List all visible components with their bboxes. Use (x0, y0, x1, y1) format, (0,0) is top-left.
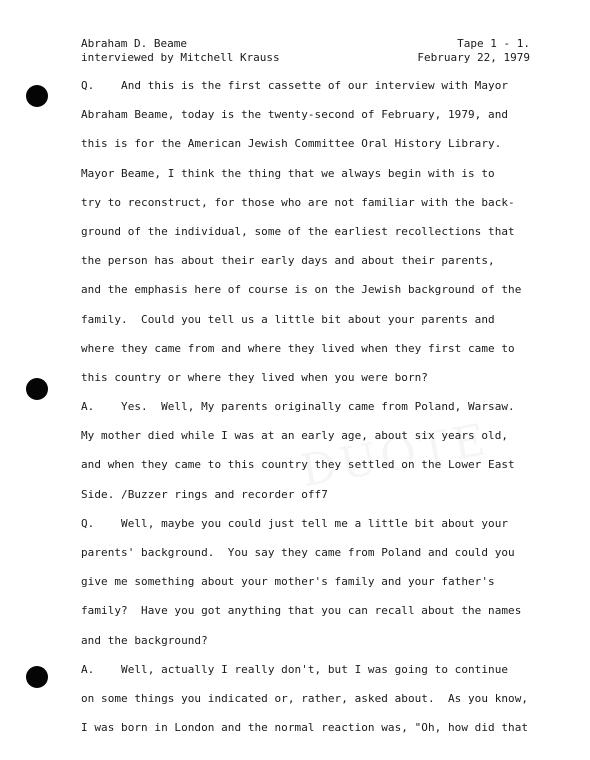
tape-label: Tape 1 - 1. (457, 37, 530, 50)
transcript-line: this country or where they lived when you were born? (81, 370, 428, 384)
page-header (81, 37, 530, 65)
transcript-line: Q. Well, maybe you could just tell me a little bit about your (81, 516, 509, 530)
punch-hole-bottom (26, 666, 48, 688)
transcript-line: Abraham Beame, today is the twenty-second of February, 1979, and (81, 108, 509, 122)
punch-hole-middle (26, 378, 48, 400)
transcript-line: parents' background. You say they came from Poland and could you (81, 546, 515, 559)
transcript-line: the person has about their early days and about their parents, (81, 254, 495, 268)
transcript-line: family. Could you tell us a little bit about your parents and (81, 312, 495, 326)
transcript-line: Q. And this is the first cassette of our interview with Mayor (81, 79, 509, 92)
transcript-line: A. Yes. Well, My parents originally came from Poland, Warsaw. (81, 400, 515, 414)
interview-date: February 22, 1979 (417, 51, 530, 64)
transcript-line: and the emphasis here of course is on the Jewish background of the (81, 283, 522, 297)
transcript-line: Mayor Beame, I think the thing that we always begin with is to (81, 166, 495, 180)
transcript-line: and the background? (81, 633, 208, 647)
transcript-line: ground of the individual, some of the earliest recollections that (81, 224, 515, 238)
transcript-line: give me something about your mother's family and your father's (81, 575, 495, 589)
transcript-line: My mother died while I was at an early age, about six years old, (81, 429, 509, 443)
transcript-line: Side. /Buzzer rings and recorder off7 (81, 487, 328, 501)
subject-name: Abraham D. Beame (81, 37, 187, 50)
transcript-line: A. Well, actually I really don't, but I was going to continue (81, 662, 509, 676)
transcript-line: I was born in London and the normal reaction was, "Oh, how did that (81, 721, 529, 735)
transcript-line: and when they came to this country they settled on the Lower East (81, 458, 515, 472)
transcript-line: where they came from and where they lived when they first came to (81, 341, 515, 355)
transcript-line: this is for the American Jewish Committee Oral History Library. (81, 137, 502, 151)
header-row-1 (81, 37, 530, 51)
transcript-line: try to reconstruct, for those who are not familiar with the back- (81, 195, 515, 209)
punch-hole-top (26, 85, 48, 107)
transcript-line: family? Have you got anything that you can recall about the names (81, 604, 522, 618)
transcript-body (81, 76, 541, 747)
header-row-2 (81, 51, 530, 65)
interviewer-line: interviewed by Mitchell Krauss (81, 51, 280, 64)
transcript-line: on some things you indicated or, rather, asked about. As you know, (81, 691, 529, 705)
